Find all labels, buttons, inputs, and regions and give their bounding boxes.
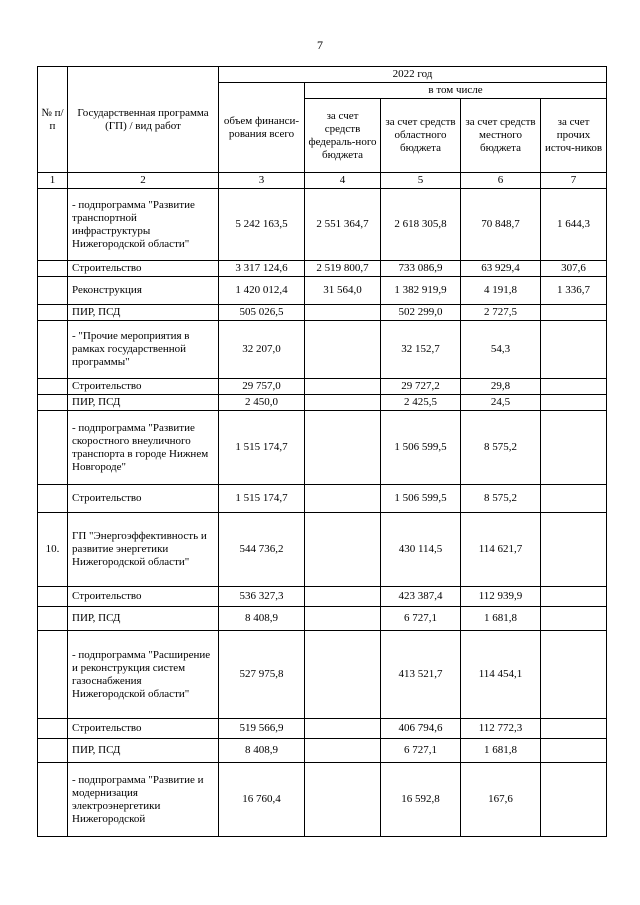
table-row (38, 607, 607, 631)
other-amount (541, 411, 607, 485)
row-number (38, 763, 68, 837)
table-row (38, 411, 607, 485)
table-row (38, 379, 607, 395)
program-name: Строительство (68, 719, 219, 739)
other-amount: 307,6 (541, 261, 607, 277)
local-amount: 54,3 (461, 321, 541, 379)
header-num: № п/п (38, 67, 68, 173)
local-amount: 1 681,8 (461, 739, 541, 763)
other-amount (541, 763, 607, 837)
column-number: 6 (461, 173, 541, 189)
other-amount (541, 587, 607, 607)
regional-amount: 2 425,5 (381, 395, 461, 411)
total-amount: 1 515 174,7 (219, 485, 305, 513)
program-name: ГП "Энергоэффективность и развитие энергетики Нижегородской области" (68, 513, 219, 587)
column-number: 4 (305, 173, 381, 189)
total-amount: 32 207,0 (219, 321, 305, 379)
other-amount (541, 631, 607, 719)
row-number (38, 277, 68, 305)
local-amount: 112 939,9 (461, 587, 541, 607)
program-name: - подпрограмма "Развитие скоростного внеуличного транспорта в городе Нижнем Новгороде" (68, 411, 219, 485)
federal-amount (305, 587, 381, 607)
regional-amount: 733 086,9 (381, 261, 461, 277)
federal-amount: 2 551 364,7 (305, 189, 381, 261)
row-number (38, 411, 68, 485)
other-amount (541, 305, 607, 321)
table-row (38, 321, 607, 379)
local-amount: 29,8 (461, 379, 541, 395)
local-amount: 114 454,1 (461, 631, 541, 719)
regional-amount: 406 794,6 (381, 719, 461, 739)
program-name: - "Прочие мероприятия в рамках государственной программы" (68, 321, 219, 379)
total-amount: 544 736,2 (219, 513, 305, 587)
program-name: - подпрограмма "Расширение и реконструкция систем газоснабжения Нижегородской области" (68, 631, 219, 719)
regional-amount: 6 727,1 (381, 607, 461, 631)
column-number: 2 (68, 173, 219, 189)
program-name: Строительство (68, 485, 219, 513)
header-year: 2022 год (219, 67, 607, 83)
total-amount: 5 242 163,5 (219, 189, 305, 261)
federal-amount (305, 411, 381, 485)
local-amount: 70 848,7 (461, 189, 541, 261)
local-amount: 8 575,2 (461, 485, 541, 513)
table-row (38, 513, 607, 587)
program-name: ПИР, ПСД (68, 305, 219, 321)
other-amount (541, 739, 607, 763)
program-name: - подпрограмма "Развитие транспортной инфраструктуры Нижегородской области" (68, 189, 219, 261)
regional-amount: 2 618 305,8 (381, 189, 461, 261)
table-row (38, 261, 607, 277)
total-amount: 505 026,5 (219, 305, 305, 321)
federal-amount (305, 607, 381, 631)
regional-amount: 16 592,8 (381, 763, 461, 837)
local-amount: 114 621,7 (461, 513, 541, 587)
regional-amount: 413 521,7 (381, 631, 461, 719)
row-number (38, 189, 68, 261)
local-amount: 112 772,3 (461, 719, 541, 739)
table-row (38, 189, 607, 261)
row-number (38, 261, 68, 277)
column-number: 1 (38, 173, 68, 189)
total-amount: 8 408,9 (219, 607, 305, 631)
total-amount: 519 566,9 (219, 719, 305, 739)
row-number (38, 719, 68, 739)
row-number (38, 607, 68, 631)
program-name: Строительство (68, 587, 219, 607)
other-amount (541, 607, 607, 631)
program-name: Строительство (68, 379, 219, 395)
row-number (38, 321, 68, 379)
total-amount: 8 408,9 (219, 739, 305, 763)
regional-amount: 1 382 919,9 (381, 277, 461, 305)
total-amount: 1 515 174,7 (219, 411, 305, 485)
other-amount (541, 485, 607, 513)
local-amount: 24,5 (461, 395, 541, 411)
header-local: за счет средств местного бюджета (461, 99, 541, 173)
other-amount (541, 395, 607, 411)
total-amount: 1 420 012,4 (219, 277, 305, 305)
table-row (38, 719, 607, 739)
table-row (38, 763, 607, 837)
header-program-name: Государственная программа (ГП) / вид работ (68, 67, 219, 173)
regional-amount: 1 506 599,5 (381, 411, 461, 485)
program-name: - подпрограмма "Развитие и модернизация электроэнергетики Нижегородской (68, 763, 219, 837)
other-amount: 1 644,3 (541, 189, 607, 261)
regional-amount: 29 727,2 (381, 379, 461, 395)
local-amount: 8 575,2 (461, 411, 541, 485)
federal-amount (305, 321, 381, 379)
federal-amount (305, 631, 381, 719)
federal-amount (305, 395, 381, 411)
column-number: 7 (541, 173, 607, 189)
program-name: ПИР, ПСД (68, 395, 219, 411)
header-including: в том числе (305, 83, 607, 99)
program-name: ПИР, ПСД (68, 607, 219, 631)
program-name: Строительство (68, 261, 219, 277)
federal-amount (305, 513, 381, 587)
column-number: 5 (381, 173, 461, 189)
local-amount: 63 929,4 (461, 261, 541, 277)
row-number (38, 485, 68, 513)
row-number (38, 379, 68, 395)
header-federal: за счет средств федераль-ного бюджета (305, 99, 381, 173)
row-number (38, 305, 68, 321)
total-amount: 2 450,0 (219, 395, 305, 411)
header-total: объем финанси-рования всего (219, 83, 305, 173)
other-amount (541, 321, 607, 379)
page-number: 7 (317, 38, 323, 52)
regional-amount: 423 387,4 (381, 587, 461, 607)
federal-amount (305, 379, 381, 395)
local-amount: 1 681,8 (461, 607, 541, 631)
row-number (38, 739, 68, 763)
row-number (38, 631, 68, 719)
total-amount: 3 317 124,6 (219, 261, 305, 277)
budget-table (37, 66, 607, 837)
header-other: за счет прочих источ-ников (541, 99, 607, 173)
regional-amount: 6 727,1 (381, 739, 461, 763)
regional-amount: 430 114,5 (381, 513, 461, 587)
total-amount: 16 760,4 (219, 763, 305, 837)
row-number (38, 587, 68, 607)
regional-amount: 32 152,7 (381, 321, 461, 379)
table-row (38, 277, 607, 305)
federal-amount: 31 564,0 (305, 277, 381, 305)
table-row (38, 305, 607, 321)
column-number: 3 (219, 173, 305, 189)
other-amount (541, 379, 607, 395)
program-name: ПИР, ПСД (68, 739, 219, 763)
total-amount: 527 975,8 (219, 631, 305, 719)
header-regional: за счет средств областного бюджета (381, 99, 461, 173)
regional-amount: 502 299,0 (381, 305, 461, 321)
table-row (38, 395, 607, 411)
program-name: Реконструкция (68, 277, 219, 305)
row-number: 10. (38, 513, 68, 587)
other-amount (541, 513, 607, 587)
table-row (38, 587, 607, 607)
total-amount: 29 757,0 (219, 379, 305, 395)
table-row (38, 631, 607, 719)
table-row (38, 485, 607, 513)
federal-amount (305, 739, 381, 763)
federal-amount: 2 519 800,7 (305, 261, 381, 277)
federal-amount (305, 305, 381, 321)
federal-amount (305, 485, 381, 513)
column-numbers-row (38, 173, 607, 189)
total-amount: 536 327,3 (219, 587, 305, 607)
regional-amount: 1 506 599,5 (381, 485, 461, 513)
federal-amount (305, 719, 381, 739)
local-amount: 167,6 (461, 763, 541, 837)
federal-amount (305, 763, 381, 837)
other-amount (541, 719, 607, 739)
local-amount: 2 727,5 (461, 305, 541, 321)
row-number (38, 395, 68, 411)
table-row (38, 739, 607, 763)
other-amount: 1 336,7 (541, 277, 607, 305)
local-amount: 4 191,8 (461, 277, 541, 305)
